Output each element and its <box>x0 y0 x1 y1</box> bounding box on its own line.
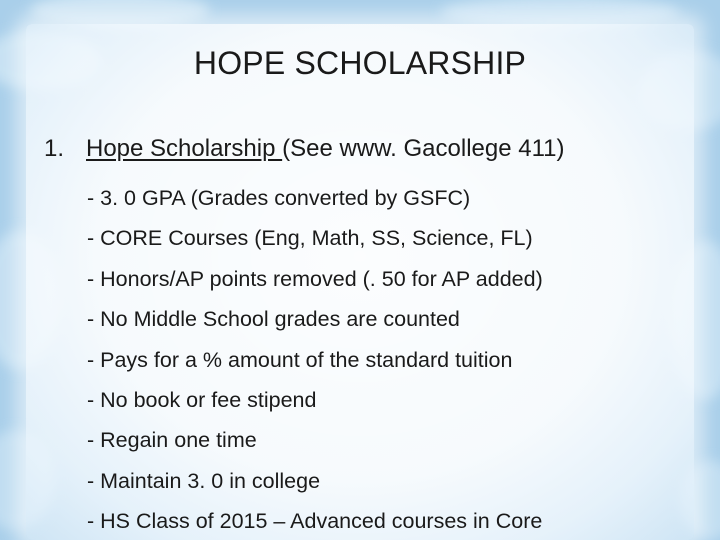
list-item: - CORE Courses (Eng, Math, SS, Science, FL) <box>87 226 533 251</box>
list-item: - No Middle School grades are counted <box>87 307 460 332</box>
list-item: - No book or fee stipend <box>87 387 317 412</box>
slide-title: HOPE SCHOLARSHIP <box>193 45 527 81</box>
list-item: - Pays for a % amount of the standard tuition <box>87 347 513 372</box>
requirements-list <box>87 183 543 540</box>
list-item: - Maintain 3. 0 in college <box>87 468 321 493</box>
list-item-heading <box>86 135 565 163</box>
list-item: - Regain one time <box>87 428 257 453</box>
list-item: - 3. 0 GPA (Grades converted by GSFC) <box>87 186 471 210</box>
list-item: - Honors/AP points removed (. 50 for AP added) <box>87 266 543 291</box>
list-item: - HS Class of 2015 – Advanced courses in Core <box>87 509 543 534</box>
hope-scholarship-link[interactable]: Hope Scholarship <box>86 135 283 162</box>
website-reference: (See www. Gacollege 411) <box>282 135 565 162</box>
list-number: 1. <box>44 135 65 162</box>
